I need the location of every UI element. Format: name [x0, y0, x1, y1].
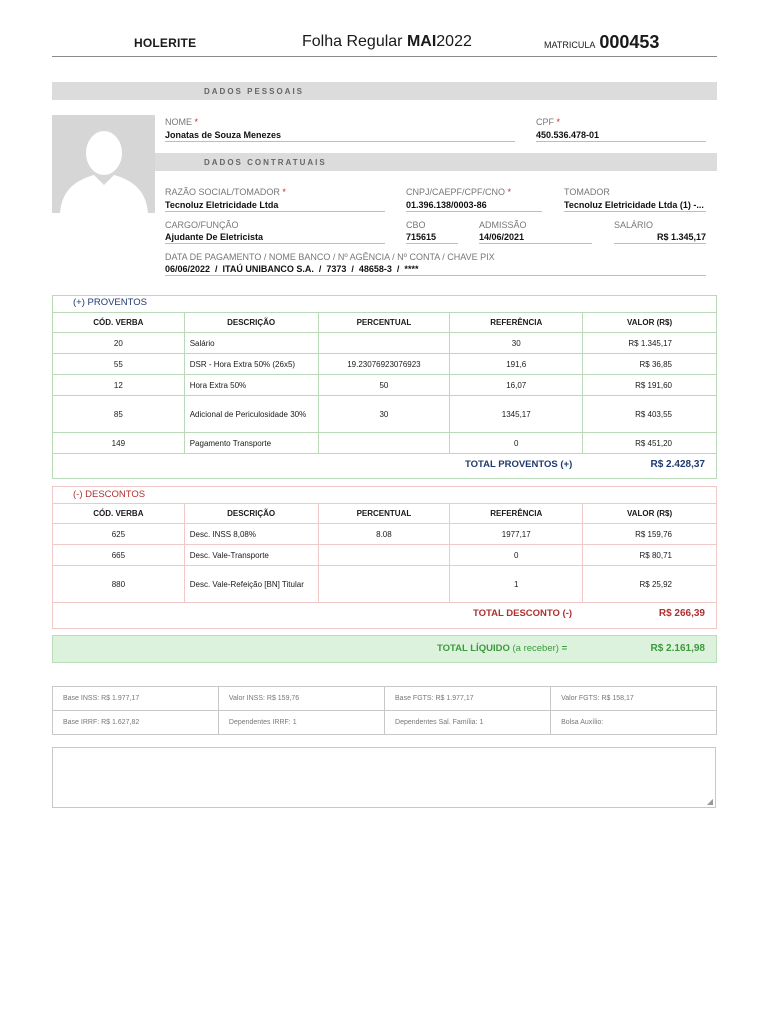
cell-cod: 12	[53, 375, 185, 396]
cell-valor: R$ 25,92	[583, 566, 717, 603]
bases-table	[52, 686, 717, 735]
required-mark: *	[556, 117, 561, 127]
folha-year: 2022	[436, 33, 472, 50]
pagamento-label: DATA DE PAGAMENTO / NOME BANCO / Nº AGÊNCIA / Nº CONTA / CHAVE PIX	[165, 252, 495, 262]
razao-value: Tecnoluz Eletricidade Ltda	[165, 200, 279, 210]
nome-label	[165, 117, 198, 127]
required-mark: *	[282, 187, 286, 197]
matricula	[544, 32, 659, 53]
observacoes-textarea[interactable]	[52, 747, 716, 808]
proventos-title: (+) PROVENTOS	[73, 297, 147, 308]
base-fgts: Base FGTS: R$ 1.977,17	[385, 687, 551, 711]
total-descontos-label: TOTAL DESCONTO (-)	[473, 608, 573, 619]
required-mark: *	[507, 187, 512, 197]
table-row	[53, 711, 717, 735]
cell-valor: R$ 403,55	[583, 396, 717, 433]
valor-fgts: Valor FGTS: R$ 158,17	[551, 687, 717, 711]
table-row	[53, 687, 717, 711]
cnpj-underline	[406, 211, 542, 212]
cell-cod: 149	[53, 433, 185, 454]
razao-underline	[165, 211, 385, 212]
base-inss: Base INSS: R$ 1.977,17	[53, 687, 219, 711]
dependentes-sal-familia: Dependentes Sal. Família: 1	[385, 711, 551, 735]
table-row	[53, 566, 717, 603]
resize-grip-icon[interactable]: ◢	[706, 797, 713, 806]
table-header-row	[53, 313, 717, 333]
section-dados-contratuais	[155, 153, 717, 171]
table-row	[53, 375, 717, 396]
folha-month: MAI	[406, 33, 437, 50]
cell-valor: R$ 191,60	[583, 375, 717, 396]
total-liquido-label	[437, 643, 567, 654]
cbo-underline	[406, 243, 458, 244]
folha-title	[302, 33, 472, 51]
matricula-value: 000453	[599, 32, 660, 52]
total-liquido-value: R$ 2.161,98	[650, 643, 705, 654]
salario-label: SALÁRIO	[614, 220, 654, 230]
cpf-value: 450.536.478-01	[536, 130, 600, 140]
folha-prefix: Folha Regular	[302, 33, 407, 50]
valor-inss: Valor INSS: R$ 159,76	[218, 687, 384, 711]
table-row	[53, 524, 717, 545]
col-percentual: PERCENTUAL	[318, 313, 450, 333]
cell-cod: 880	[53, 566, 185, 603]
tomador-value: Tecnoluz Eletricidade Ltda (1) -...	[564, 200, 704, 210]
liquido-label-text: TOTAL LÍQUIDO	[437, 643, 510, 654]
pagamento-value: 06/06/2022 / ITAÚ UNIBANCO S.A. / 7373 / 48658-3 / ****	[165, 264, 419, 274]
header-divider	[52, 56, 717, 57]
cell-perc: 30	[318, 396, 450, 433]
cell-ref: 1	[450, 566, 583, 603]
cpf-underline	[536, 141, 706, 142]
cargo-value: Ajudante De Eletricista	[165, 232, 264, 242]
table-header-row	[53, 504, 717, 524]
total-proventos-label: TOTAL PROVENTOS (+)	[465, 459, 573, 470]
tomador-underline	[564, 211, 706, 212]
cell-perc	[318, 433, 450, 454]
cell-ref: 191,6	[450, 354, 583, 375]
nome-value: Jonatas de Souza Menezes	[165, 130, 282, 140]
cell-desc: Adicional de Periculosidade 30%	[184, 396, 318, 433]
cell-perc: 50	[318, 375, 450, 396]
cell-perc: 19.23076923076923	[318, 354, 450, 375]
cell-cod: 55	[53, 354, 185, 375]
cargo-label: CARGO/FUNÇÃO	[165, 220, 239, 230]
cpf-label-text: CPF	[536, 117, 554, 127]
razao-label-text: RAZÃO SOCIAL/TOMADOR	[165, 187, 280, 197]
cpf-label	[536, 117, 560, 127]
cell-cod: 85	[53, 396, 185, 433]
cell-valor: R$ 80,71	[583, 545, 717, 566]
cell-desc: DSR - Hora Extra 50% (26x5)	[184, 354, 318, 375]
salario-value: R$ 1.345,17	[656, 232, 706, 242]
cell-perc	[318, 545, 450, 566]
nome-underline	[165, 141, 515, 142]
cbo-value: 715615	[406, 232, 437, 242]
cell-valor: R$ 1.345,17	[583, 333, 717, 354]
cell-ref: 1345,17	[450, 396, 583, 433]
admissao-value: 14/06/2021	[479, 232, 525, 242]
cell-cod: 20	[53, 333, 185, 354]
base-irrf: Base IRRF: R$ 1.627,82	[53, 711, 219, 735]
cell-ref: 0	[450, 433, 583, 454]
table-row	[53, 333, 717, 354]
cell-valor: R$ 159,76	[583, 524, 717, 545]
col-valor: VALOR (R$)	[583, 504, 717, 524]
pagamento-underline	[165, 275, 706, 276]
section-label: DADOS CONTRATUAIS	[204, 158, 327, 167]
cell-valor: R$ 451,20	[583, 433, 717, 454]
proventos-table	[52, 312, 717, 454]
bolsa-auxilio: Bolsa Auxílio:	[551, 711, 717, 735]
cell-desc: Hora Extra 50%	[184, 375, 318, 396]
cell-ref: 30	[450, 333, 583, 354]
col-referencia: REFERÊNCIA	[450, 504, 583, 524]
descontos-table	[52, 503, 717, 603]
cnpj-label	[406, 187, 511, 197]
nome-label-text: NOME	[165, 117, 192, 127]
cnpj-label-text: CNPJ/CAEPF/CPF/CNO	[406, 187, 506, 197]
table-row	[53, 354, 717, 375]
cell-desc: Salário	[184, 333, 318, 354]
cell-ref: 1977,17	[450, 524, 583, 545]
dependentes-irrf: Dependentes IRRF: 1	[218, 711, 384, 735]
user-silhouette-icon	[52, 115, 155, 213]
table-row	[53, 545, 717, 566]
cell-desc: Pagamento Transporte	[184, 433, 318, 454]
salario-underline	[614, 243, 706, 244]
liquido-eq: =	[561, 643, 568, 654]
cell-perc	[318, 333, 450, 354]
cell-perc: 8.08	[318, 524, 450, 545]
admissao-underline	[479, 243, 592, 244]
cell-cod: 665	[53, 545, 185, 566]
cargo-underline	[165, 243, 385, 244]
col-cod: CÓD. VERBA	[53, 313, 185, 333]
cell-perc	[318, 566, 450, 603]
cell-ref: 16,07	[450, 375, 583, 396]
cell-desc: Desc. Vale-Transporte	[184, 545, 318, 566]
cbo-label: CBO	[406, 220, 426, 230]
holerite-title: HOLERITE	[134, 36, 197, 50]
total-liquido-panel	[52, 635, 717, 663]
cell-desc: Desc. INSS 8,08%	[184, 524, 318, 545]
cell-valor: R$ 36,85	[583, 354, 717, 375]
cell-cod: 625	[53, 524, 185, 545]
col-descricao: DESCRIÇÃO	[184, 313, 318, 333]
avatar	[52, 115, 155, 213]
total-proventos-value: R$ 2.428,37	[650, 459, 705, 470]
admissao-label: ADMISSÃO	[479, 220, 527, 230]
section-dados-pessoais	[52, 82, 717, 100]
razao-label	[165, 187, 286, 197]
table-row	[53, 396, 717, 433]
descontos-title: (-) DESCONTOS	[73, 489, 146, 500]
section-label: DADOS PESSOAIS	[204, 87, 305, 96]
cell-desc: Desc. Vale-Refeição [BN] Titular	[184, 566, 318, 603]
required-mark: *	[194, 117, 199, 127]
col-percentual: PERCENTUAL	[318, 504, 450, 524]
table-row	[53, 433, 717, 454]
col-valor: VALOR (R$)	[583, 313, 717, 333]
matricula-label: MATRICULA	[544, 40, 595, 50]
total-descontos-value: R$ 266,39	[658, 608, 705, 619]
col-cod: CÓD. VERBA	[53, 504, 185, 524]
cell-ref: 0	[450, 545, 583, 566]
col-referencia: REFERÊNCIA	[450, 313, 583, 333]
cnpj-value: 01.396.138/0003-86	[406, 200, 487, 210]
col-descricao: DESCRIÇÃO	[184, 504, 318, 524]
tomador-label: TOMADOR	[564, 187, 610, 197]
liquido-sub: (a receber)	[512, 643, 559, 654]
